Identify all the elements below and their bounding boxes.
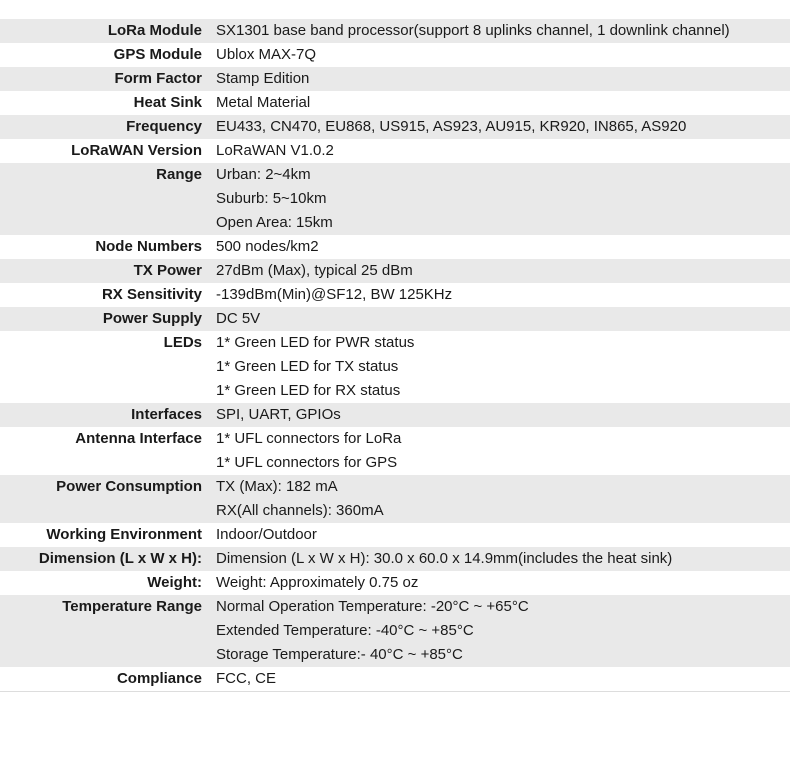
spec-row <box>0 499 790 523</box>
spec-label <box>0 619 216 643</box>
spec-value: Ublox MAX-7Q <box>216 43 790 67</box>
spec-value: Weight: Approximately 0.75 oz <box>216 571 790 595</box>
spec-label: LEDs <box>0 331 216 355</box>
spec-row <box>0 379 790 403</box>
spec-row <box>0 331 790 355</box>
spec-value: Metal Material <box>216 91 790 115</box>
spec-value: -139dBm(Min)@SF12, BW 125KHz <box>216 283 790 307</box>
spec-value: Urban: 2~4km <box>216 163 790 187</box>
spec-label <box>0 499 216 523</box>
spec-row <box>0 187 790 211</box>
spec-label: LoRa Module <box>0 19 216 43</box>
spec-row <box>0 19 790 43</box>
spec-label <box>0 211 216 235</box>
spec-label <box>0 643 216 667</box>
spec-label: Compliance <box>0 667 216 692</box>
spec-label: TX Power <box>0 259 216 283</box>
spec-row <box>0 571 790 595</box>
spec-row <box>0 451 790 475</box>
spec-row <box>0 67 790 91</box>
spec-value: 500 nodes/km2 <box>216 235 790 259</box>
spec-row <box>0 403 790 427</box>
spec-row <box>0 355 790 379</box>
spec-value: FCC, CE <box>216 667 790 692</box>
spec-row <box>0 211 790 235</box>
spec-value: Storage Temperature:- 40°C ~ +85°C <box>216 643 790 667</box>
spec-value: Normal Operation Temperature: -20°C ~ +65°C <box>216 595 790 619</box>
spec-value: Dimension (L x W x H): 30.0 x 60.0 x 14.9mm(includes the heat sink) <box>216 547 790 571</box>
spec-row <box>0 115 790 139</box>
spec-value: SPI, UART, GPIOs <box>216 403 790 427</box>
spec-value: Open Area: 15km <box>216 211 790 235</box>
spec-row <box>0 139 790 163</box>
spec-label: Node Numbers <box>0 235 216 259</box>
spec-row <box>0 475 790 499</box>
spec-row <box>0 259 790 283</box>
spec-label: Range <box>0 163 216 187</box>
spec-row <box>0 163 790 187</box>
spec-table <box>0 19 790 692</box>
spec-row <box>0 547 790 571</box>
spec-value: Stamp Edition <box>216 67 790 91</box>
spec-label <box>0 379 216 403</box>
spec-label: Dimension (L x W x H): <box>0 547 216 571</box>
spec-value: 1* Green LED for PWR status <box>216 331 790 355</box>
spec-label <box>0 187 216 211</box>
spec-row <box>0 235 790 259</box>
spec-table-body <box>0 19 790 692</box>
spec-label: LoRaWAN Version <box>0 139 216 163</box>
spec-value: 27dBm (Max), typical 25 dBm <box>216 259 790 283</box>
spec-row <box>0 667 790 692</box>
spec-label: Weight: <box>0 571 216 595</box>
spec-value: Suburb: 5~10km <box>216 187 790 211</box>
spec-value: RX(All channels): 360mA <box>216 499 790 523</box>
spec-value: EU433, CN470, EU868, US915, AS923, AU915, KR920, IN865, AS920 <box>216 115 790 139</box>
spec-row <box>0 643 790 667</box>
spec-row <box>0 307 790 331</box>
spec-label: Form Factor <box>0 67 216 91</box>
spec-label: Power Supply <box>0 307 216 331</box>
spec-row <box>0 523 790 547</box>
spec-label: Interfaces <box>0 403 216 427</box>
spec-row <box>0 595 790 619</box>
spec-label <box>0 355 216 379</box>
spec-row <box>0 43 790 67</box>
spec-value: 1* UFL connectors for LoRa <box>216 427 790 451</box>
spec-value: TX (Max): 182 mA <box>216 475 790 499</box>
spec-value: SX1301 base band processor(support 8 uplinks channel, 1 downlink channel) <box>216 19 790 43</box>
spec-row <box>0 283 790 307</box>
spec-label: Antenna Interface <box>0 427 216 451</box>
spec-label: RX Sensitivity <box>0 283 216 307</box>
spec-value: Indoor/Outdoor <box>216 523 790 547</box>
spec-value: LoRaWAN V1.0.2 <box>216 139 790 163</box>
spec-label: Working Environment <box>0 523 216 547</box>
spec-label: Power Consumption <box>0 475 216 499</box>
spec-value: Extended Temperature: -40°C ~ +85°C <box>216 619 790 643</box>
spec-label: Heat Sink <box>0 91 216 115</box>
spec-label: GPS Module <box>0 43 216 67</box>
spec-label: Temperature Range <box>0 595 216 619</box>
spec-value: DC 5V <box>216 307 790 331</box>
spec-value: 1* Green LED for TX status <box>216 355 790 379</box>
spec-label: Frequency <box>0 115 216 139</box>
spec-row <box>0 427 790 451</box>
spec-label <box>0 451 216 475</box>
spec-value: 1* Green LED for RX status <box>216 379 790 403</box>
spec-value: 1* UFL connectors for GPS <box>216 451 790 475</box>
spec-row <box>0 91 790 115</box>
spec-row <box>0 619 790 643</box>
